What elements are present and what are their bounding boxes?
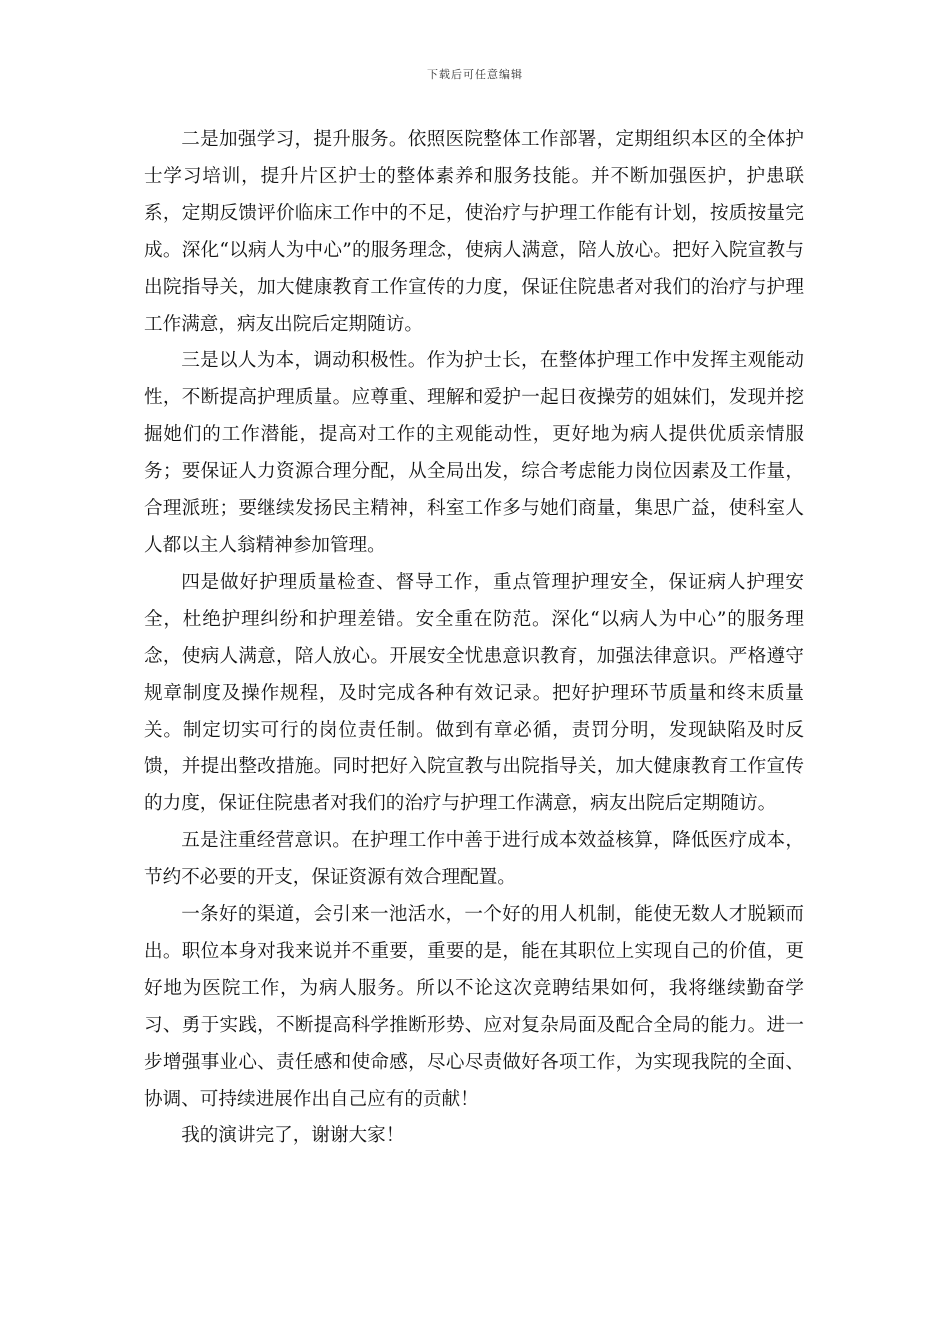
paragraph-conclusion: 一条好的渠道，会引来一池活水，一个好的用人机制，能使无数人才脱颖而出。职位本身对我来说并不重要，重要的是，能在其职位上实现自己的价值，更好地为医院工作，为病人服务。所以不论这次竞聘结果如何，我将继续勤奋学习、勇于实践，不断提高科学推断形势、应对复杂局面及配合全局的能力。进一步增强事业心、责任感和使命感，尽心尽责做好各项工作，为实现我院的全面、协调、可持续进展作出自己应有的贡献！	[144, 904, 804, 1110]
paragraph-quality-inspection: 四是做好护理质量检查、督导工作，重点管理护理安全，保证病人护理安全，杜绝护理纠纷和护理差错。安全重在防范。深化“以病人为中心”的服务理念，使病人满意，陪人放心。开展安全忧患意识教育，加强法律意识。严格遵守规章制度及操作规程，及时完成各种有效记录。把好护理环节质量和终末质量关。制定切实可行的岗位责任制。做到有章必循，责罚分明，发现缺陷及时反馈，并提出整改措施。同时把好入院宣教与出院指导关，加大健康教育工作宣传的力度，保证住院患者对我们的治疗与护理工作满意，病友出院后定期随访。	[144, 571, 804, 815]
page-header-note: 下载后可任意编辑	[427, 68, 523, 81]
paragraph-people-oriented: 三是以人为本，调动积极性。作为护士长，在整体护理工作中发挥主观能动性，不断提高护理质量。应尊重、理解和爱护一起日夜操劳的姐妹们，发现并挖掘她们的工作潜能，提高对工作的主观能动性，更好地为病人提供优质亲情服务；要保证人力资源合理分配，从全局出发，综合考虑能力岗位因素及工作量，合理派班；要继续发扬民主精神，科室工作多与她们商量，集思广益，使科室人人都以主人翁精神参加管理。	[144, 350, 804, 556]
paragraph-learning: 二是加强学习，提升服务。依照医院整体工作部署，定期组织本区的全体护士学习培训，提升片区护士的整体素养和服务技能。并不断加强医护，护患联系，定期反馈评价临床工作中的不足，使治疗与护理工作能有计划，按质按量完成。深化“以病人为中心”的服务理念，使病人满意，陪人放心。把好入院宣教与出院指导关，加大健康教育工作宣传的力度，保证住院患者对我们的治疗与护理工作满意，病友出院后定期随访。	[144, 129, 804, 335]
paragraph-management-awareness: 五是注重经营意识。在护理工作中善于进行成本效益核算，降低医疗成本，节约不必要的开支，保证资源有效合理配置。	[144, 830, 804, 889]
document-body	[144, 122, 804, 1155]
paragraph-closing: 我的演讲完了，谢谢大家！	[181, 1125, 405, 1147]
